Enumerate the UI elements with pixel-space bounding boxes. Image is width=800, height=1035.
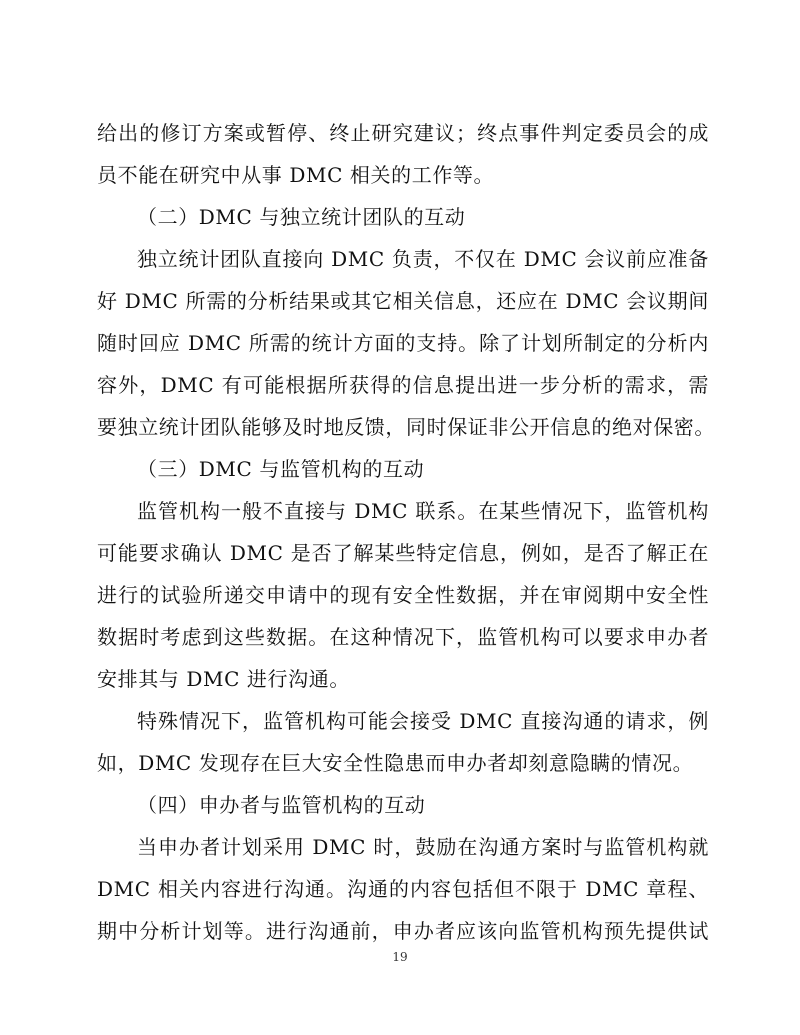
text-line: 如，DMC 发现存在巨大安全性隐患而申办者却刻意隐瞒的情况。: [97, 751, 694, 775]
section-heading: （二）DMC 与独立统计团队的互动: [137, 205, 466, 229]
text-line: 可能要求确认 DMC 是否了解某些特定信息，例如，是否了解正在: [97, 541, 709, 565]
body-text: [97, 112, 715, 952]
text-line: 监管机构一般不直接与 DMC 联系。在某些情况下，监管机构: [137, 499, 709, 523]
text-line: 好 DMC 所需的分析结果或其它相关信息，还应在 DMC 会议期间: [97, 289, 709, 313]
text-line: 独立统计团队直接向 DMC 负责，不仅在 DMC 会议前应准备: [137, 247, 709, 271]
text-line: DMC 相关内容进行沟通。沟通的内容包括但不限于 DMC 章程、: [97, 877, 709, 901]
section-heading: （四）申办者与监管机构的互动: [137, 793, 426, 817]
text-line: 容外，DMC 有可能根据所获得的信息提出进一步分析的需求，需: [97, 373, 709, 397]
text-line: 特殊情况下，监管机构可能会接受 DMC 直接沟通的请求，例: [137, 709, 709, 733]
section-heading: （三）DMC 与监管机构的互动: [137, 457, 425, 481]
text-line: 给出的修订方案或暂停、终止研究建议；终点事件判定委员会的成: [97, 121, 709, 145]
text-line: 期中分析计划等。进行沟通前，申办者应该向监管机构预先提供试: [97, 919, 709, 943]
text-line: 员不能在研究中从事 DMC 相关的工作等。: [97, 163, 495, 187]
text-line: 数据时考虑到这些数据。在这种情况下，监管机构可以要求申办者: [97, 625, 709, 649]
text-line: 安排其与 DMC 进行沟通。: [97, 667, 350, 691]
text-line: 进行的试验所递交申请中的现有安全性数据，并在审阅期中安全性: [97, 583, 709, 607]
text-line: 随时回应 DMC 所需的统计方面的支持。除了计划所制定的分析内: [97, 331, 709, 355]
page-number: 19: [392, 950, 408, 964]
text-line: 当申办者计划采用 DMC 时，鼓励在沟通方案时与监管机构就: [137, 835, 709, 859]
text-line: 要独立统计团队能够及时地反馈，同时保证非公开信息的绝对保密。: [97, 415, 715, 439]
